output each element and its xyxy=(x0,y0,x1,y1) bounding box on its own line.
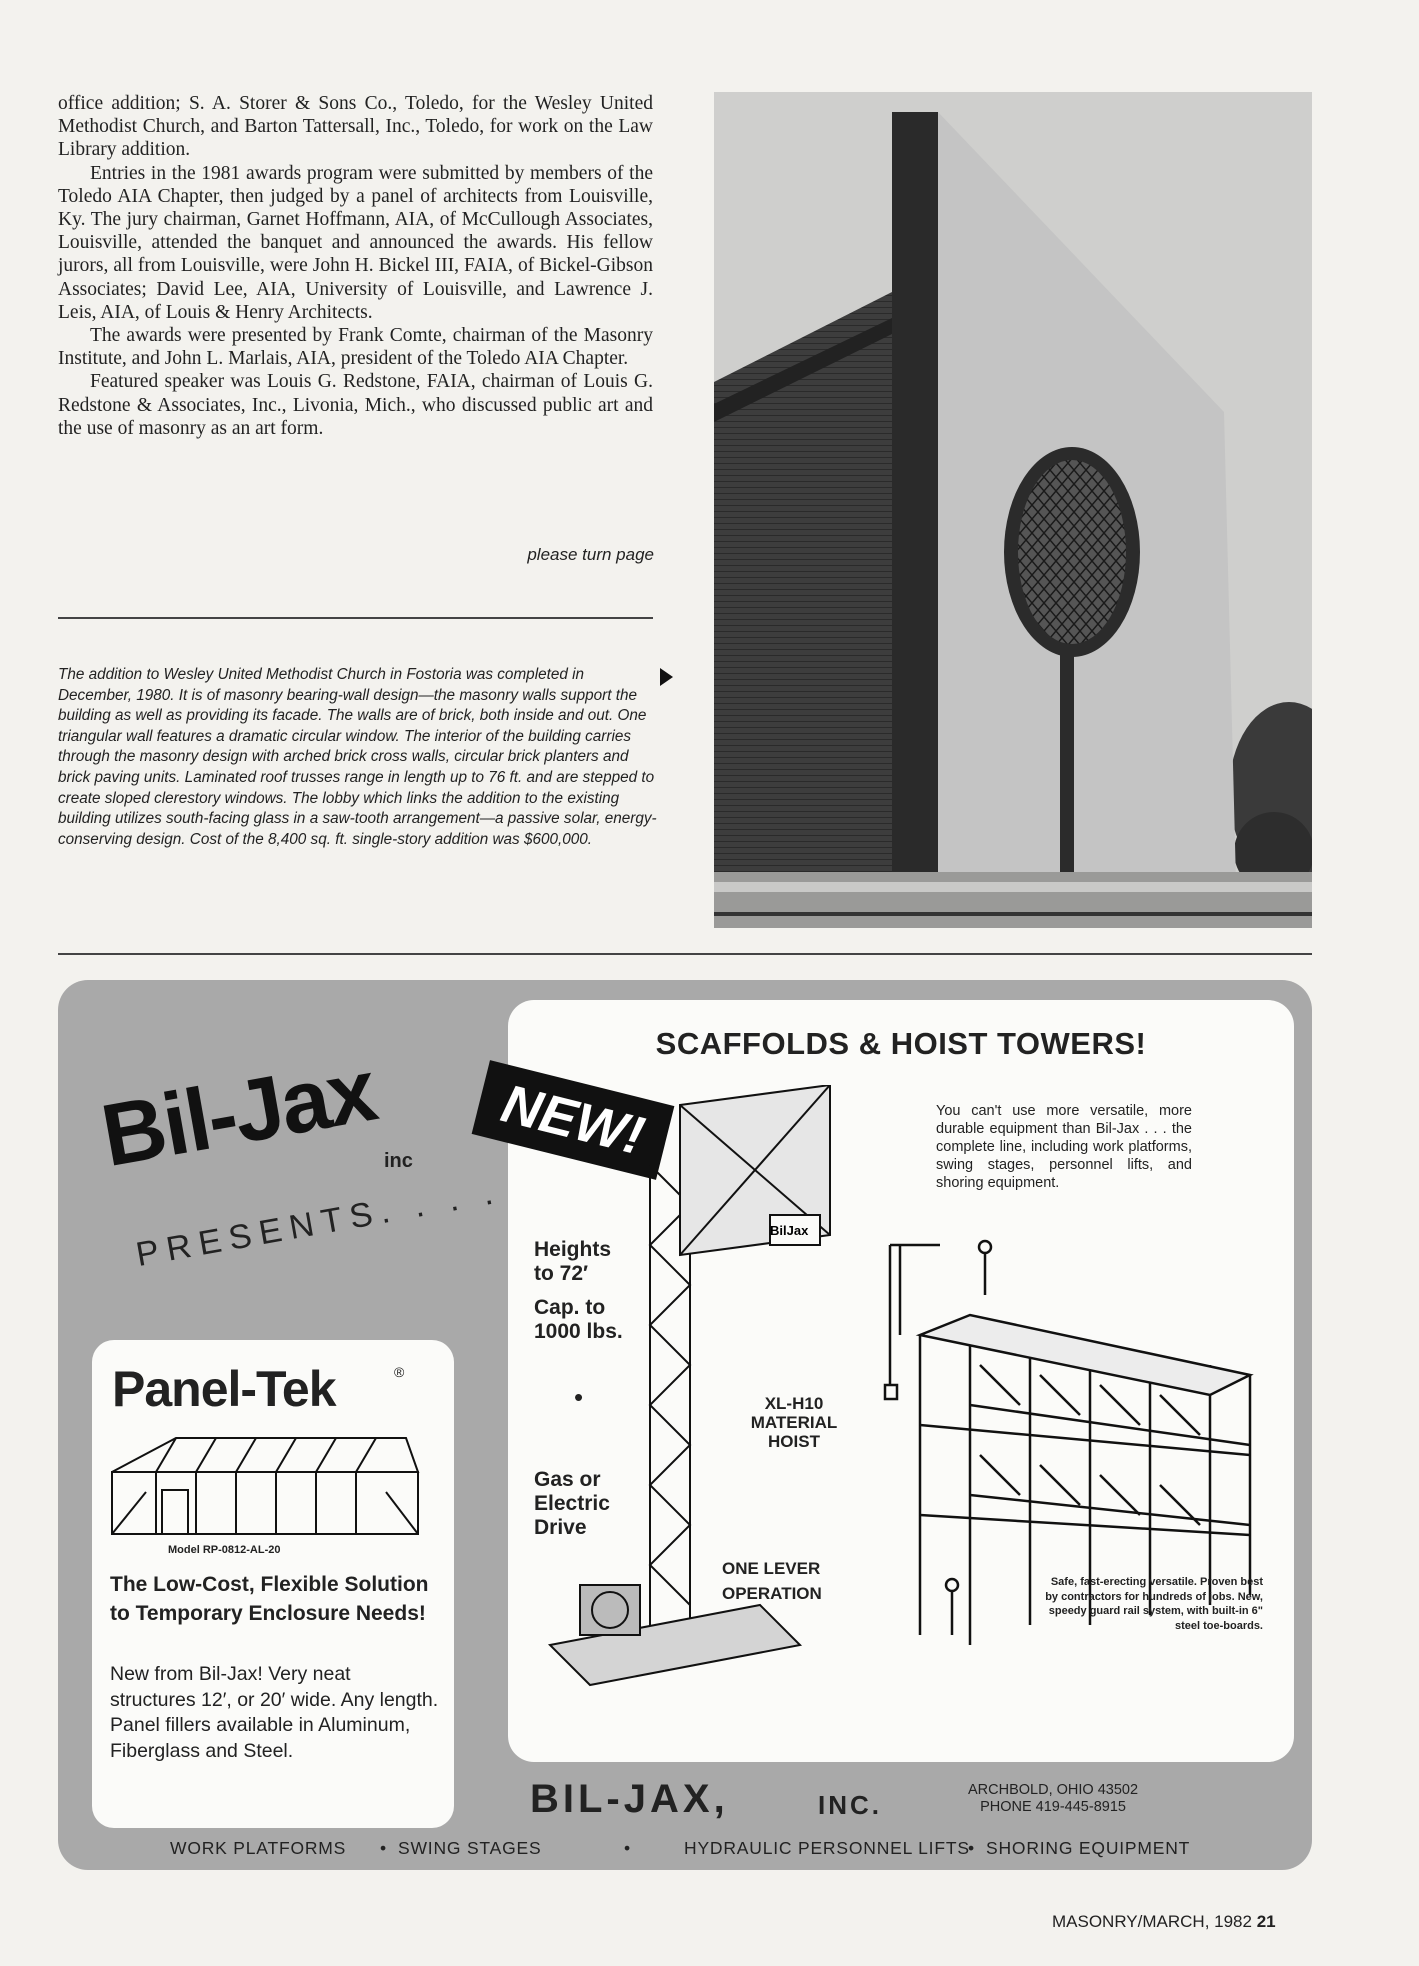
hoist-drive-line: Electric xyxy=(534,1492,610,1515)
phone-line: PHONE 419-445-8915 xyxy=(980,1799,1126,1815)
footer-item: SWING STAGES xyxy=(398,1838,542,1858)
article-paragraph: Entries in the 1981 awards program were submitted by members of the Toledo AIA Chapter, then judged by a panel of architects from Louisville, Ky. The jury chairman, Garnet Hoffmann, AIA, of McCullough Associates, Louisville, attended the banquet and announced the awards. His fellow jurors, all from Louisville, were John H. Bickel III, FAIA, of Bickel-Gibson Associates; David Lee, AIA, University of Louisville, and Lawrence J. Leis, AIA, of Louis & Henry Architects. xyxy=(58,162,653,323)
scaffold-description: Safe, fast-erecting versatile. Proven best by contractors for hundreds of jobs. New, speedy guard rail system, with built-in 6" steel toe-boards. xyxy=(1045,1576,1263,1632)
hoist-capacity-line: Cap. to xyxy=(534,1296,606,1319)
article-paragraph: The awards were presented by Frank Comte, chairman of the Masonry Institute, and John L. Marlais, AIA, president of the Toledo AIA Chapter. xyxy=(58,325,653,370)
hoist-drive xyxy=(534,1468,610,1540)
footer-bullet: • xyxy=(968,1838,975,1858)
article-text xyxy=(58,92,653,440)
panel-tek-name: Panel-Tek xyxy=(112,1361,336,1417)
caption-pointer-icon xyxy=(660,668,673,686)
panel-tek-description: New from Bil-Jax! Very neat structures 12′, or 20′ wide. Any length. Panel fillers available in Aluminum, Fiberglass and Steel. xyxy=(110,1663,439,1762)
new-badge: NEW! xyxy=(472,1060,675,1180)
hoist-model-line: MATERIAL xyxy=(750,1413,838,1432)
bil-jax-logo: Bil-Jax xyxy=(94,1039,383,1186)
hoist-model xyxy=(734,1394,854,1451)
hoist-model-line: HOIST xyxy=(768,1432,820,1451)
page-number: 21 xyxy=(1256,1912,1276,1931)
footer-bullet: • xyxy=(624,1838,631,1858)
presents-text: PRESENTS. . . . xyxy=(133,1172,504,1275)
company-inc: INC. xyxy=(818,1790,882,1820)
divider-rule xyxy=(58,617,653,619)
hoist-heights-line: to 72′ xyxy=(534,1262,589,1285)
ad-description: You can't use more versatile, more durable equipment than Bil-Jax . . . the complete line, including work platforms, swing stages, personnel lifts, and shoring equipment. xyxy=(936,1103,1192,1191)
ad-headline: SCAFFOLDS & HOIST TOWERS! xyxy=(655,1026,1147,1061)
hoist-heights-line: Heights xyxy=(534,1238,612,1261)
article-paragraph: Featured speaker was Louis G. Redstone, FAIA, chairman of Louis G. Redstone & Associates, Inc., Livonia, Mich., who discussed public art and the use of masonry as an art form. xyxy=(58,371,653,439)
footer-item: HYDRAULIC PERSONNEL LIFTS xyxy=(684,1838,970,1858)
hoist-model-line: XL-H10 xyxy=(764,1394,824,1413)
hoist-drive-line: Gas or xyxy=(534,1468,601,1491)
hoist-drive-line: Drive xyxy=(534,1516,587,1539)
continued-note: please turn page xyxy=(527,545,654,564)
panel-tek-headline: The Low-Cost, Flexible Solution to Temporary Enclosure Needs! xyxy=(110,1573,429,1625)
hoist-heights xyxy=(534,1238,611,1286)
footer-item: WORK PLATFORMS xyxy=(170,1838,347,1858)
panel-tek-model: Model RP-0812-AL-20 xyxy=(168,1544,281,1556)
panel-tek-structure-illustration xyxy=(106,1432,422,1542)
bullet-separator: • xyxy=(574,1382,584,1412)
footer-item: SHORING EQUIPMENT xyxy=(986,1838,1191,1858)
divider-rule xyxy=(58,953,1312,955)
hoist-capacity xyxy=(534,1296,623,1344)
hoist-lever xyxy=(722,1556,822,1606)
bil-jax-logo-inc: inc xyxy=(384,1150,413,1172)
registered-mark: ® xyxy=(394,1364,405,1380)
hoist-cage-label: BilJax xyxy=(770,1223,809,1238)
article-paragraph: office addition; S. A. Storer & Sons Co., Toledo, for the Wesley United Methodist Church, and Barton Tattersall, Inc., Toledo, for work on the Law Library addition. xyxy=(58,93,653,161)
photo-caption: The addition to Wesley United Methodist Church in Fostoria was completed in December, 1980. It is of masonry bearing-wall design—the masonry walls support the building as well as providing its facade. The walls are of brick, both inside and out. One triangular wall features a dramatic circular window. The interior of the building carries through the masonry design with arched brick cross walls, circular brick planters and brick paving units. Laminated roof trusses range in length up to 76 ft. and are stepped to create sloped clerestory windows. The lobby which links the addition to the existing building utilizes south-facing glass in a saw-tooth arrangement—a passive solar, energy-conserving design. Cost of the 8,400 sq. ft. single-story addition was $600,000. xyxy=(58,666,657,848)
hoist-lever-line: ONE LEVER xyxy=(722,1559,821,1578)
company-address xyxy=(968,1782,1138,1816)
company-name: BIL-JAX, xyxy=(530,1777,729,1821)
publication-info: MASONRY/MARCH, 1982 xyxy=(1052,1912,1252,1931)
church-photo xyxy=(714,92,1312,928)
hoist-lever-line: OPERATION xyxy=(722,1584,822,1603)
hoist-capacity-line: 1000 lbs. xyxy=(534,1320,623,1343)
page-footer xyxy=(1052,1912,1276,1932)
footer-bullet: • xyxy=(380,1838,387,1858)
address-line: ARCHBOLD, OHIO 43502 xyxy=(968,1782,1139,1798)
